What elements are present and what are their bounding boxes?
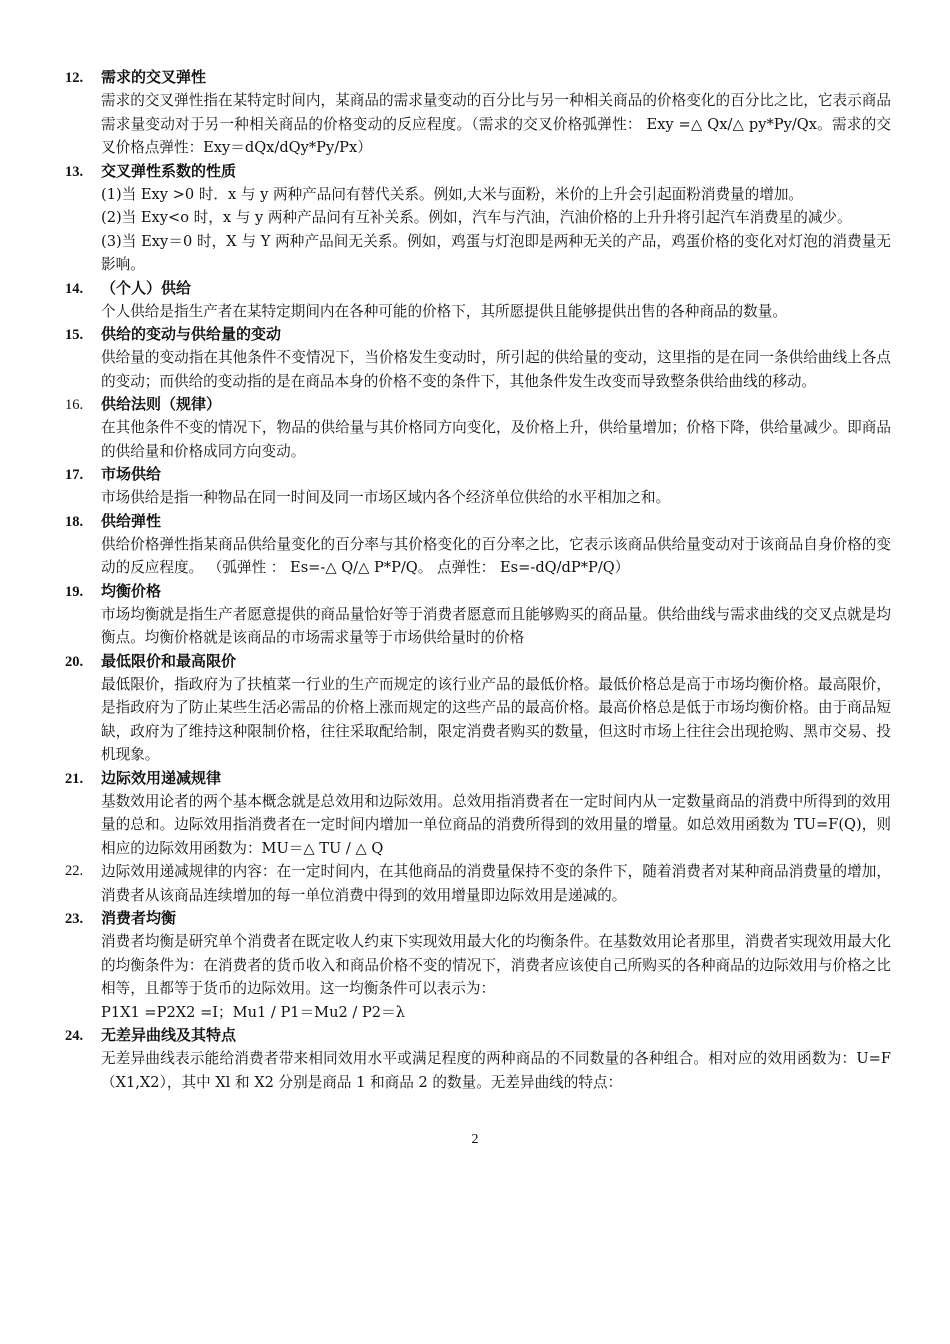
entry-formula: P1X1 =P2X2 =I；Mu1 / P1＝Mu2 / P2＝λ xyxy=(101,1003,405,1021)
entry-23 xyxy=(0,907,950,1024)
entry-14 xyxy=(0,277,950,324)
entry-title: 均衡价格 xyxy=(101,581,162,600)
entry-title: 消费者均衡 xyxy=(101,909,177,927)
entry-paragraph: 边际效用递减规律的内容：在一定时间内，在其他商品的消费量保持不变的条件下，随着消费者对某种商品消费量的增加，消费者从该商品连续增加的每一单位消费中得到的效用增量即边际效用是递减的。 xyxy=(101,863,891,904)
entry-paragraph: 供给价格弹性指某商品供给量变化的百分率与其价格变化的百分率之比，它表示该商品供给量变动对于该商品自身价格的变动的反应程度。 （弧弹性 ： Es=-△ Q/△ P*P/Q。 点弹性： Es=-dQ/dP*P/Q） xyxy=(101,535,891,576)
entry-paragraph: 个人供给是指生产者在某特定期间内在各种可能的价格下，其所愿提供且能够提供出售的各种商品的数量。 xyxy=(101,302,787,320)
entry-number: 21. xyxy=(65,770,84,787)
entry-paragraph: 需求的交叉弹性指在某特定时间内，某商品的需求量变动的百分比与另一种相关商品的价格变化的百分比之比，它表示商品需求量变动对于另一种相关商品的价格变动的反应程度。（需求的交叉价格弧弹性： Exy =△ Qx/△ py*Py/Qx。需求的交叉价格点弹性：Exy＝dQx/dQy*Py/Px） xyxy=(101,92,891,156)
entry-16 xyxy=(0,393,950,463)
entry-number: 16. xyxy=(65,397,84,413)
entry-number: 12. xyxy=(65,70,84,86)
entry-title: 边际效用递减规律 xyxy=(101,768,222,787)
entry-number: 18. xyxy=(65,513,84,530)
entry-title: 供给弹性 xyxy=(101,511,162,530)
entry-number: 19. xyxy=(65,583,84,600)
entry-number: 15. xyxy=(65,327,84,343)
entry-21 xyxy=(0,767,950,861)
entry-22 xyxy=(0,860,950,907)
entry-20 xyxy=(0,650,950,767)
entry-18 xyxy=(0,510,950,580)
entry-number: 24. xyxy=(65,1028,84,1044)
entry-paragraph: 供给量的变动指在其他条件不变情况下，当价格发生变动时，所引起的供给量的变动，这里指的是在同一条供给曲线上各点的变动；而供给的变动指的是在商品本身的价格不变的条件下，其他条件发生改变而导致整条供给曲线的移动。 xyxy=(101,349,891,390)
entry-number: 14. xyxy=(65,280,84,297)
entry-title: （个人）供给 xyxy=(101,278,192,297)
entry-17 xyxy=(0,463,950,510)
entry-title: 交叉弹性系数的性质 xyxy=(101,161,237,180)
entry-number: 13. xyxy=(65,163,84,180)
entry-number: 23. xyxy=(65,911,84,927)
entry-number: 20. xyxy=(65,653,84,670)
entry-15 xyxy=(0,323,950,393)
entry-title: 需求的交叉弹性 xyxy=(101,68,207,86)
page-number: 2 xyxy=(471,1132,479,1147)
entry-number: 22. xyxy=(65,863,84,879)
entry-number: 17. xyxy=(65,467,84,483)
entry-title: 供给法则（规律） xyxy=(101,395,222,413)
entry-title: 供给的变动与供给量的变动 xyxy=(101,325,282,343)
entry-19 xyxy=(0,580,950,650)
entry-paragraph: (2)当 Exy<o 时，x 与 y 两种产品问有互补关系。例如，汽车与汽油，汽油价格的上升升将引起汽车消费星的减少。 xyxy=(101,209,852,226)
entry-paragraph: 消费者均衡是研究单个消费者在既定收人约束下实现效用最大化的均衡条件。在基数效用论者那里，消费者实现效用最大化的均衡条件为：在消费者的货币收入和商品价格不变的情况下，消费者应该使自己所购买的各种商品的边际效用与价格之比相等，且都等于货币的边际效用。这一均衡条件可以表示为： xyxy=(101,933,891,997)
entry-paragraph: 市场供给是指一种物品在同一时间及同一市场区域内各个经济单位供给的水平相加之和。 xyxy=(101,489,671,506)
entry-paragraph: 市场均衡就是指生产者愿意提供的商品量恰好等于消费者愿意而且能够购买的商品量。供给曲线与需求曲线的交叉点就是均衡点。均衡价格就是该商品的市场需求量等于市场供给量时的价格 xyxy=(101,605,891,646)
entry-paragraph: 无差异曲线表示能给消费者带来相同效用水平或满足程度的两种商品的不同数量的各种组合。相对应的效用函数为：U=F（X1,X2），其中 Xl 和 X2 分别是商品 1 和商品 2 的数量。无差异曲线的特点： xyxy=(101,1050,891,1091)
entry-title: 最低限价和最高限价 xyxy=(101,651,237,670)
entry-24 xyxy=(0,1024,950,1094)
entry-paragraph: (1)当 Exy >0 时．x 与 y 两种产品问有替代关系。例如,大米与面粉，米价的上升会引起面粉消费量的增加。 xyxy=(101,185,804,203)
entry-paragraph: 在其他条件不变的情况下，物品的供给量与其价格同方向变化，及价格上升，供给量增加；价格下降，供给量减少。即商品的供给量和价格成同方向变动。 xyxy=(101,419,891,460)
document-page xyxy=(0,66,950,1094)
entry-title: 市场供给 xyxy=(101,465,162,483)
entry-paragraph: 基数效用论者的两个基本概念就是总效用和边际效用。总效用指消费者在一定时间内从一定数量商品的消费中所得到的效用量的总和。边际效用指消费者在一定时间内增加一单位商品的消费所得到的效用量的增量。如总效用函数为 TU=F(Q)，则相应的边际效用函数为：MU＝△ TU / △ Q xyxy=(101,792,891,857)
entry-title: 无差异曲线及其特点 xyxy=(101,1026,237,1044)
entry-paragraph: (3)当 Exy＝0 时，X 与 Y 两种产品间无关系。例如，鸡蛋与灯泡即是两种无关的产品，鸡蛋价格的变化对灯泡的消费量无影响。 xyxy=(101,232,891,273)
entry-13 xyxy=(0,160,950,277)
entry-paragraph: 最低限价，指政府为了扶植菜一行业的生产而规定的该行业产品的最低价格。最低价格总是高于市场均衡价格。最高限价，是指政府为了防止某些生活必需品的价格上涨而规定的这些产品的最高价格。最高价格总是低于市场均衡价格。由于商品短缺，政府为了维持这种限制价格，往往采取配给制，限定消费者购买的数量，但这时市场上往往会出现抢购、黑市交易、投机现象。 xyxy=(101,675,891,763)
entry-12 xyxy=(0,66,950,160)
